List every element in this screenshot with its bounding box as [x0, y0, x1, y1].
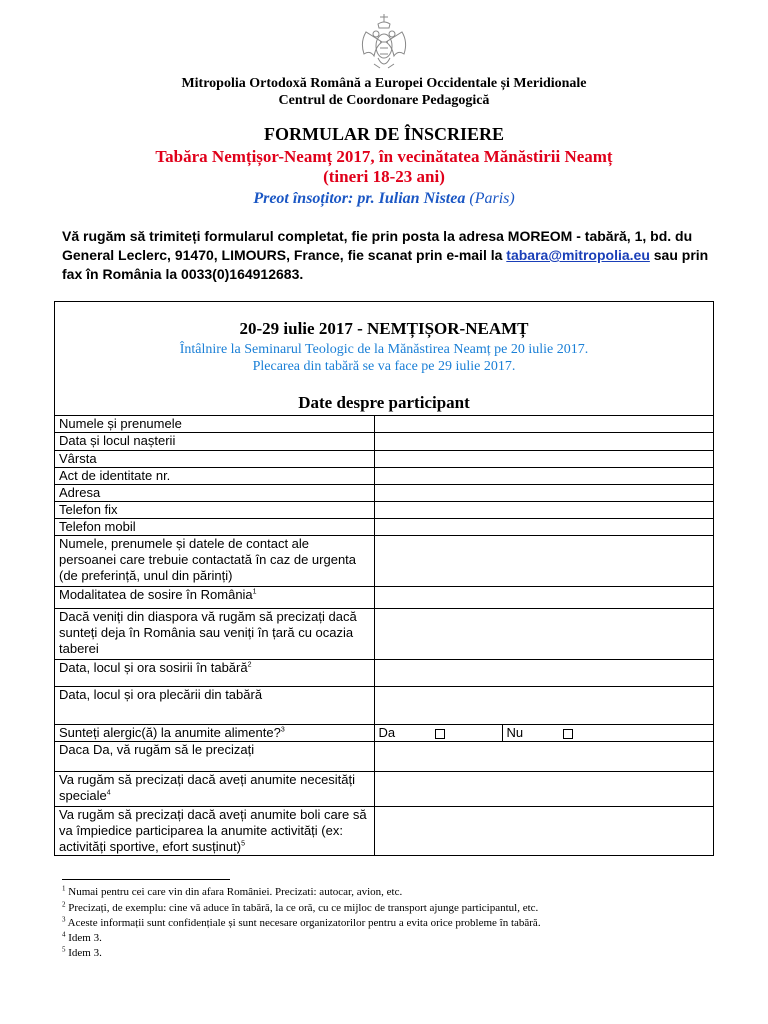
form-row — [55, 772, 713, 807]
form-row — [55, 660, 713, 687]
form-row-label: Telefon fix — [55, 502, 374, 519]
intro-paragraph — [62, 227, 732, 284]
form-row-input[interactable] — [374, 536, 713, 587]
priest-place: (Paris) — [465, 190, 515, 207]
camp-title: Tabăra Nemțișor-Neamț 2017, în vecinătatea Mănăstirii Neamț — [155, 147, 613, 166]
priest-line — [0, 190, 768, 208]
form-row-label: Data, locul și ora plecării din tabără — [55, 687, 374, 725]
footnote-separator — [62, 879, 230, 880]
intro-text-after: sau prin fax în România la 0033(0)164912683. — [62, 247, 709, 282]
footnote-4: $^4$ Idem 3. — [62, 930, 102, 944]
form-row-label: Modalitatea de sosire în România$^1$ — [55, 587, 374, 609]
checkbox-icon[interactable] — [563, 729, 573, 739]
form-row-input[interactable] — [374, 451, 713, 468]
form-row-input[interactable] — [374, 742, 713, 772]
footnote-5: $^5$ Idem 3. — [62, 945, 102, 959]
form-row-label: Dacă veniți din diaspora vă rugăm să precizați dacă sunteți deja în România sau veniți în țară cu ocazia taberei — [55, 609, 374, 660]
form-row-input[interactable] — [374, 660, 713, 687]
priest-label: Preot însoțitor: pr. Iulian Nistea — [253, 190, 466, 207]
form-row-input[interactable] — [374, 485, 713, 502]
form-row-input[interactable] — [374, 807, 713, 856]
form-row — [55, 468, 713, 485]
form-row — [55, 519, 713, 536]
footnote-3: $^3$ Aceste informații sunt confidențiale și sunt necesare organizatorilor pentru a evita orice probleme în tabără. — [62, 915, 541, 929]
form-row-label: Act de identitate nr. — [55, 468, 374, 485]
allergy-yes-option[interactable]: Da — [374, 725, 502, 742]
participant-table — [55, 415, 713, 856]
camp-age: (tineri 18-23 ani) — [323, 167, 445, 186]
form-row — [55, 587, 713, 609]
form-row-label: Vârsta — [55, 451, 374, 468]
form-row-input[interactable] — [374, 609, 713, 660]
registration-box — [54, 301, 714, 856]
form-row-input[interactable] — [374, 519, 713, 536]
form-title: FORMULAR DE ÎNSCRIERE — [263, 124, 505, 144]
form-row-label: Adresa — [55, 485, 374, 502]
form-row-label: Data, locul și ora sosirii în tabără$^2$ — [55, 660, 374, 687]
form-row-input[interactable] — [374, 502, 713, 519]
footnote-1: $^1$ Numai pentru cei care vin din afara României. Precizati: autocar, avion, etc. — [62, 884, 403, 898]
form-row-input[interactable] — [374, 587, 713, 609]
form-row — [55, 742, 713, 772]
form-row-input[interactable] — [374, 772, 713, 807]
form-row — [55, 536, 713, 587]
form-row-label: Va rugăm să precizați dacă aveți anumite boli care să va împiedice participarea la anumite activități (ex: activități sportive, efort susținut)$^5$ — [55, 807, 374, 856]
meeting-info: Întâlnire la Seminarul Teologic de la Mănăstirea Neamț pe 20 iulie 2017. — [179, 342, 589, 357]
form-row — [55, 502, 713, 519]
section-title: Date despre participant — [298, 393, 470, 412]
footnote-2: $^2$ Precizați, de exemplu: cine vă aduce în tabără, la ce oră, cu ce mijloc de transport ajunge participantul, etc. — [62, 900, 539, 914]
form-row-label: Sunteți alergic(ă) la anumite alimente?$^3$ — [55, 725, 374, 742]
form-row-input[interactable] — [374, 468, 713, 485]
org-line-2: Centrul de Coordonare Pedagogică — [278, 93, 490, 108]
org-line-1: Mitropolia Ortodoxă Română a Europei Occidentale și Meridionale — [181, 76, 587, 91]
form-row — [55, 416, 713, 433]
form-row — [55, 807, 713, 856]
form-row — [55, 609, 713, 660]
form-row-input[interactable] — [374, 687, 713, 725]
form-row — [55, 451, 713, 468]
email-link[interactable]: tabara@mitropolia.eu — [506, 247, 650, 263]
form-row — [55, 485, 713, 502]
intro-text-before: Vă rugăm să trimiteți formularul completat, fie prin posta la adresa MOREOM - tabără, 1, bd. du General Leclerc, 91470, LIMOURS, France, fie scanat prin e-mail la — [62, 228, 693, 263]
form-row-label: Telefon mobil — [55, 519, 374, 536]
form-row-input[interactable] — [374, 433, 713, 451]
form-row-label: Daca Da, vă rugăm să le precizați — [55, 742, 374, 772]
form-row — [55, 687, 713, 725]
form-row — [55, 433, 713, 451]
form-row-label: Numele și prenumele — [55, 416, 374, 433]
form-row-label: Va rugăm să precizați dacă aveți anumite necesități speciale$^4$ — [55, 772, 374, 807]
checkbox-icon[interactable] — [435, 729, 445, 739]
form-row-label: Numele, prenumele și datele de contact ale persoanei care trebuie contactată în caz de urgenta (de preferință, unul din părinți) — [55, 536, 374, 587]
crest-logo-icon — [356, 12, 412, 74]
departure-info: Plecarea din tabără se va face pe 29 iulie 2017. — [252, 359, 516, 374]
allergy-no-option[interactable]: Nu — [502, 725, 713, 742]
camp-dates: 20-29 iulie 2017 - NEMȚIȘOR-NEAMȚ — [239, 319, 529, 338]
form-row-input[interactable] — [374, 416, 713, 433]
form-row — [55, 725, 713, 742]
form-row-label: Data și locul nașterii — [55, 433, 374, 451]
